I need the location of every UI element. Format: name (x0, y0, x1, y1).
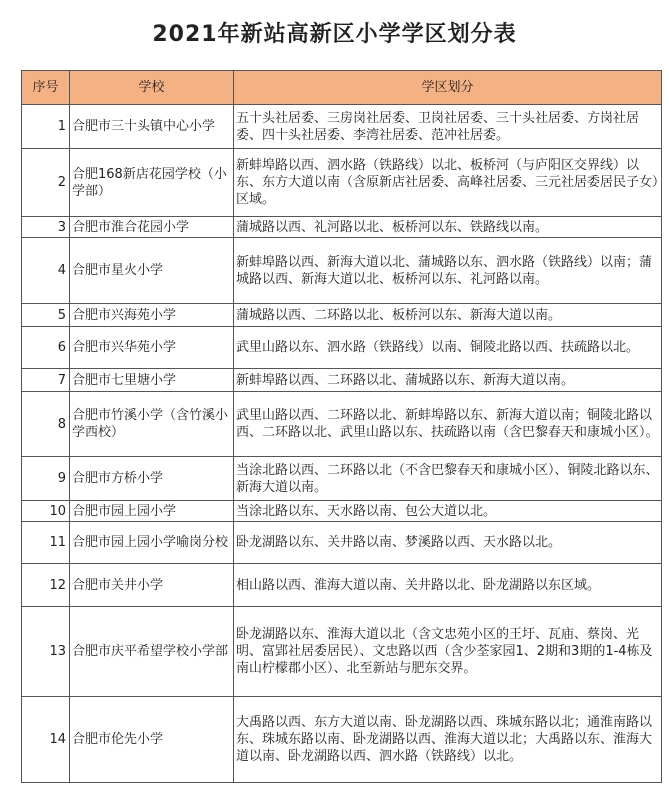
table-row (22, 697, 662, 783)
row-school: 合肥市兴海苑小学 (70, 304, 234, 327)
table-row (22, 457, 662, 501)
header-area: 学区划分 (234, 71, 662, 105)
school-district-table (21, 70, 662, 783)
header-num: 序号 (22, 71, 70, 105)
table-row (22, 392, 662, 457)
row-area: 当涂北路以东、天水路以南、包公大道以北。 (234, 501, 662, 522)
row-area: 武里山路以西、二环路以北、新蚌埠路以东、新海大道以南；铜陵北路以西、二环路以北、武里山路以东、扶疏路以南（含巴黎春天和康城小区）。 (234, 392, 662, 457)
row-school: 合肥市兴华苑小学 (70, 327, 234, 369)
table-row (22, 238, 662, 304)
row-school: 合肥市七里塘小学 (70, 369, 234, 392)
table-row (22, 564, 662, 607)
table-header-row (22, 71, 662, 105)
row-area: 新蚌埠路以西、泗水路（铁路线）以北、板桥河（与庐阳区交界线）以东、东方大道以南（含原新店社居委、高峰社居委、三元社居委居民子女）区域。 (234, 149, 662, 217)
row-num: 5 (22, 304, 70, 327)
table-row (22, 501, 662, 522)
row-num: 6 (22, 327, 70, 369)
row-num: 1 (22, 105, 70, 149)
row-area: 卧龙湖路以东、关井路以南、梦溪路以西、天水路以北。 (234, 522, 662, 564)
row-area: 卧龙湖路以东、淮海大道以北（含文忠苑小区的王圩、瓦庙、蔡岗、光明、富郢社居委居民）、文忠路以西（含少荃家园1、2期和3期的1-4栋及南山柠檬郡小区）、北至新站与肥东交界。 (234, 607, 662, 697)
table-row (22, 149, 662, 217)
row-num: 12 (22, 564, 70, 607)
row-area: 五十头社居委、三房岗社居委、卫岗社居委、三十头社居委、方岗社居委、四十头社居委、李湾社居委、范冲社居委。 (234, 105, 662, 149)
row-school: 合肥市三十头镇中心小学 (70, 105, 234, 149)
row-num: 10 (22, 501, 70, 522)
row-num: 7 (22, 369, 70, 392)
table-row (22, 304, 662, 327)
row-school: 合肥市园上园小学喻岗分校 (70, 522, 234, 564)
row-school: 合肥市关井小学 (70, 564, 234, 607)
row-num: 13 (22, 607, 70, 697)
header-school: 学校 (70, 71, 234, 105)
row-school: 合肥市淮合花园小学 (70, 217, 234, 238)
row-num: 9 (22, 457, 70, 501)
row-area: 新蚌埠路以西、新海大道以北、蒲城路以东、泗水路（铁路线）以南；蒲城路以西、新海大道以北、板桥河以东、礼河路以南。 (234, 238, 662, 304)
row-school: 合肥168新店花园学校（小学部） (70, 149, 234, 217)
row-num: 14 (22, 697, 70, 783)
row-num: 2 (22, 149, 70, 217)
row-school: 合肥市星火小学 (70, 238, 234, 304)
table-row (22, 217, 662, 238)
row-school: 合肥市方桥小学 (70, 457, 234, 501)
row-num: 4 (22, 238, 70, 304)
row-area: 相山路以西、淮海大道以南、关井路以北、卧龙湖路以东区域。 (234, 564, 662, 607)
table-row (22, 327, 662, 369)
table-row (22, 105, 662, 149)
row-school: 合肥市庆平希望学校小学部 (70, 607, 234, 697)
row-area: 蒲城路以西、二环路以北、板桥河以东、新海大道以南。 (234, 304, 662, 327)
row-area: 新蚌埠路以西、二环路以北、蒲城路以东、新海大道以南。 (234, 369, 662, 392)
row-school: 合肥市竹溪小学（含竹溪小学西校） (70, 392, 234, 457)
row-area: 武里山路以东、泗水路（铁路线）以南、铜陵北路以西、扶疏路以北。 (234, 327, 662, 369)
row-num: 3 (22, 217, 70, 238)
table-row (22, 522, 662, 564)
row-num: 11 (22, 522, 70, 564)
page-title: 2021年新站高新区小学学区划分表 (152, 22, 517, 47)
row-num: 8 (22, 392, 70, 457)
table-row (22, 607, 662, 697)
table-row (22, 369, 662, 392)
row-school: 合肥市伦先小学 (70, 697, 234, 783)
row-school: 合肥市园上园小学 (70, 501, 234, 522)
row-area: 蒲城路以西、礼河路以北、板桥河以东、铁路线以南。 (234, 217, 662, 238)
row-area: 当涂北路以西、二环路以北（不含巴黎春天和康城小区）、铜陵北路以东、新海大道以南。 (234, 457, 662, 501)
row-area: 大禹路以西、东方大道以南、卧龙湖路以西、珠城东路以北；通淮南路以东、珠城东路以南、卧龙湖路以西、淮海大道以北；大禹路以东、淮海大道以南、卧龙湖路以西、泗水路（铁路线）以北。 (234, 697, 662, 783)
